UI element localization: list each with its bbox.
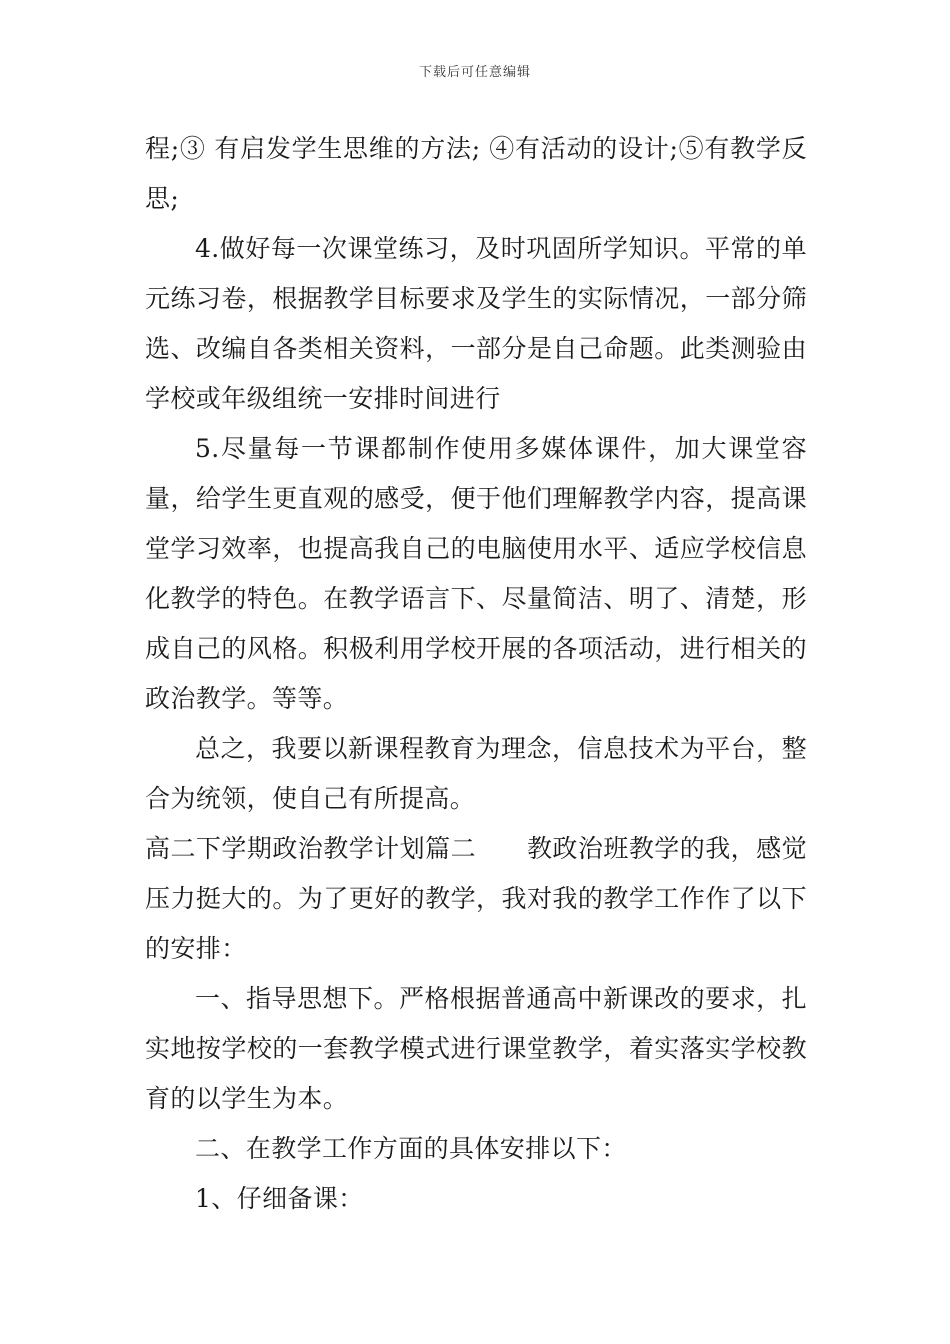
paragraph-6: 一、指导思想下。严格根据普通高中新课改的要求，扎实地按学校的一套教学模式进行课堂教学，着实落实学校教育的以学生为本。 — [145, 984, 807, 1113]
section-heading-paragraph: 高二下学期政治教学计划篇二 教政治班教学的我，感觉压力挺大的。为了更好的教学，我对我的教学工作作了以下的安排： — [145, 834, 807, 963]
paragraph-7: 二、在教学工作方面的具体安排以下： — [195, 1134, 627, 1163]
document-body — [145, 124, 807, 1224]
page-header-note: 下载后可任意编辑 — [418, 65, 531, 80]
paragraph-4: 总之，我要以新课程教育为理念，信息技术为平台，整合为统领，使自己有所提高。 — [145, 734, 807, 813]
paragraph-2: 4.做好每一次课堂练习，及时巩固所学知识。平常的单元练习卷，根据教学目标要求及学生的实际情况，一部分筛选、改编自各类相关资料，一部分是自己命题。此类测验由学校或年级组统一安排时间进行 — [145, 234, 807, 413]
paragraph-8: 1、仔细备课： — [195, 1184, 364, 1213]
paragraph-3: 5.尽量每一节课都制作使用多媒体课件，加大课堂容量，给学生更直观的感受，便于他们理解教学内容，提高课堂学习效率，也提高我自己的电脑使用水平、适应学校信息化教学的特色。在教学语言下、尽量简洁、明了、清楚，形成自己的风格。积极利用学校开展的各项活动，进行相关的政治教学。等等。 — [145, 434, 807, 713]
paragraph-1: 程;③ 有启发学生思维的方法; ④有活动的设计;⑤有教学反思; — [145, 134, 807, 213]
